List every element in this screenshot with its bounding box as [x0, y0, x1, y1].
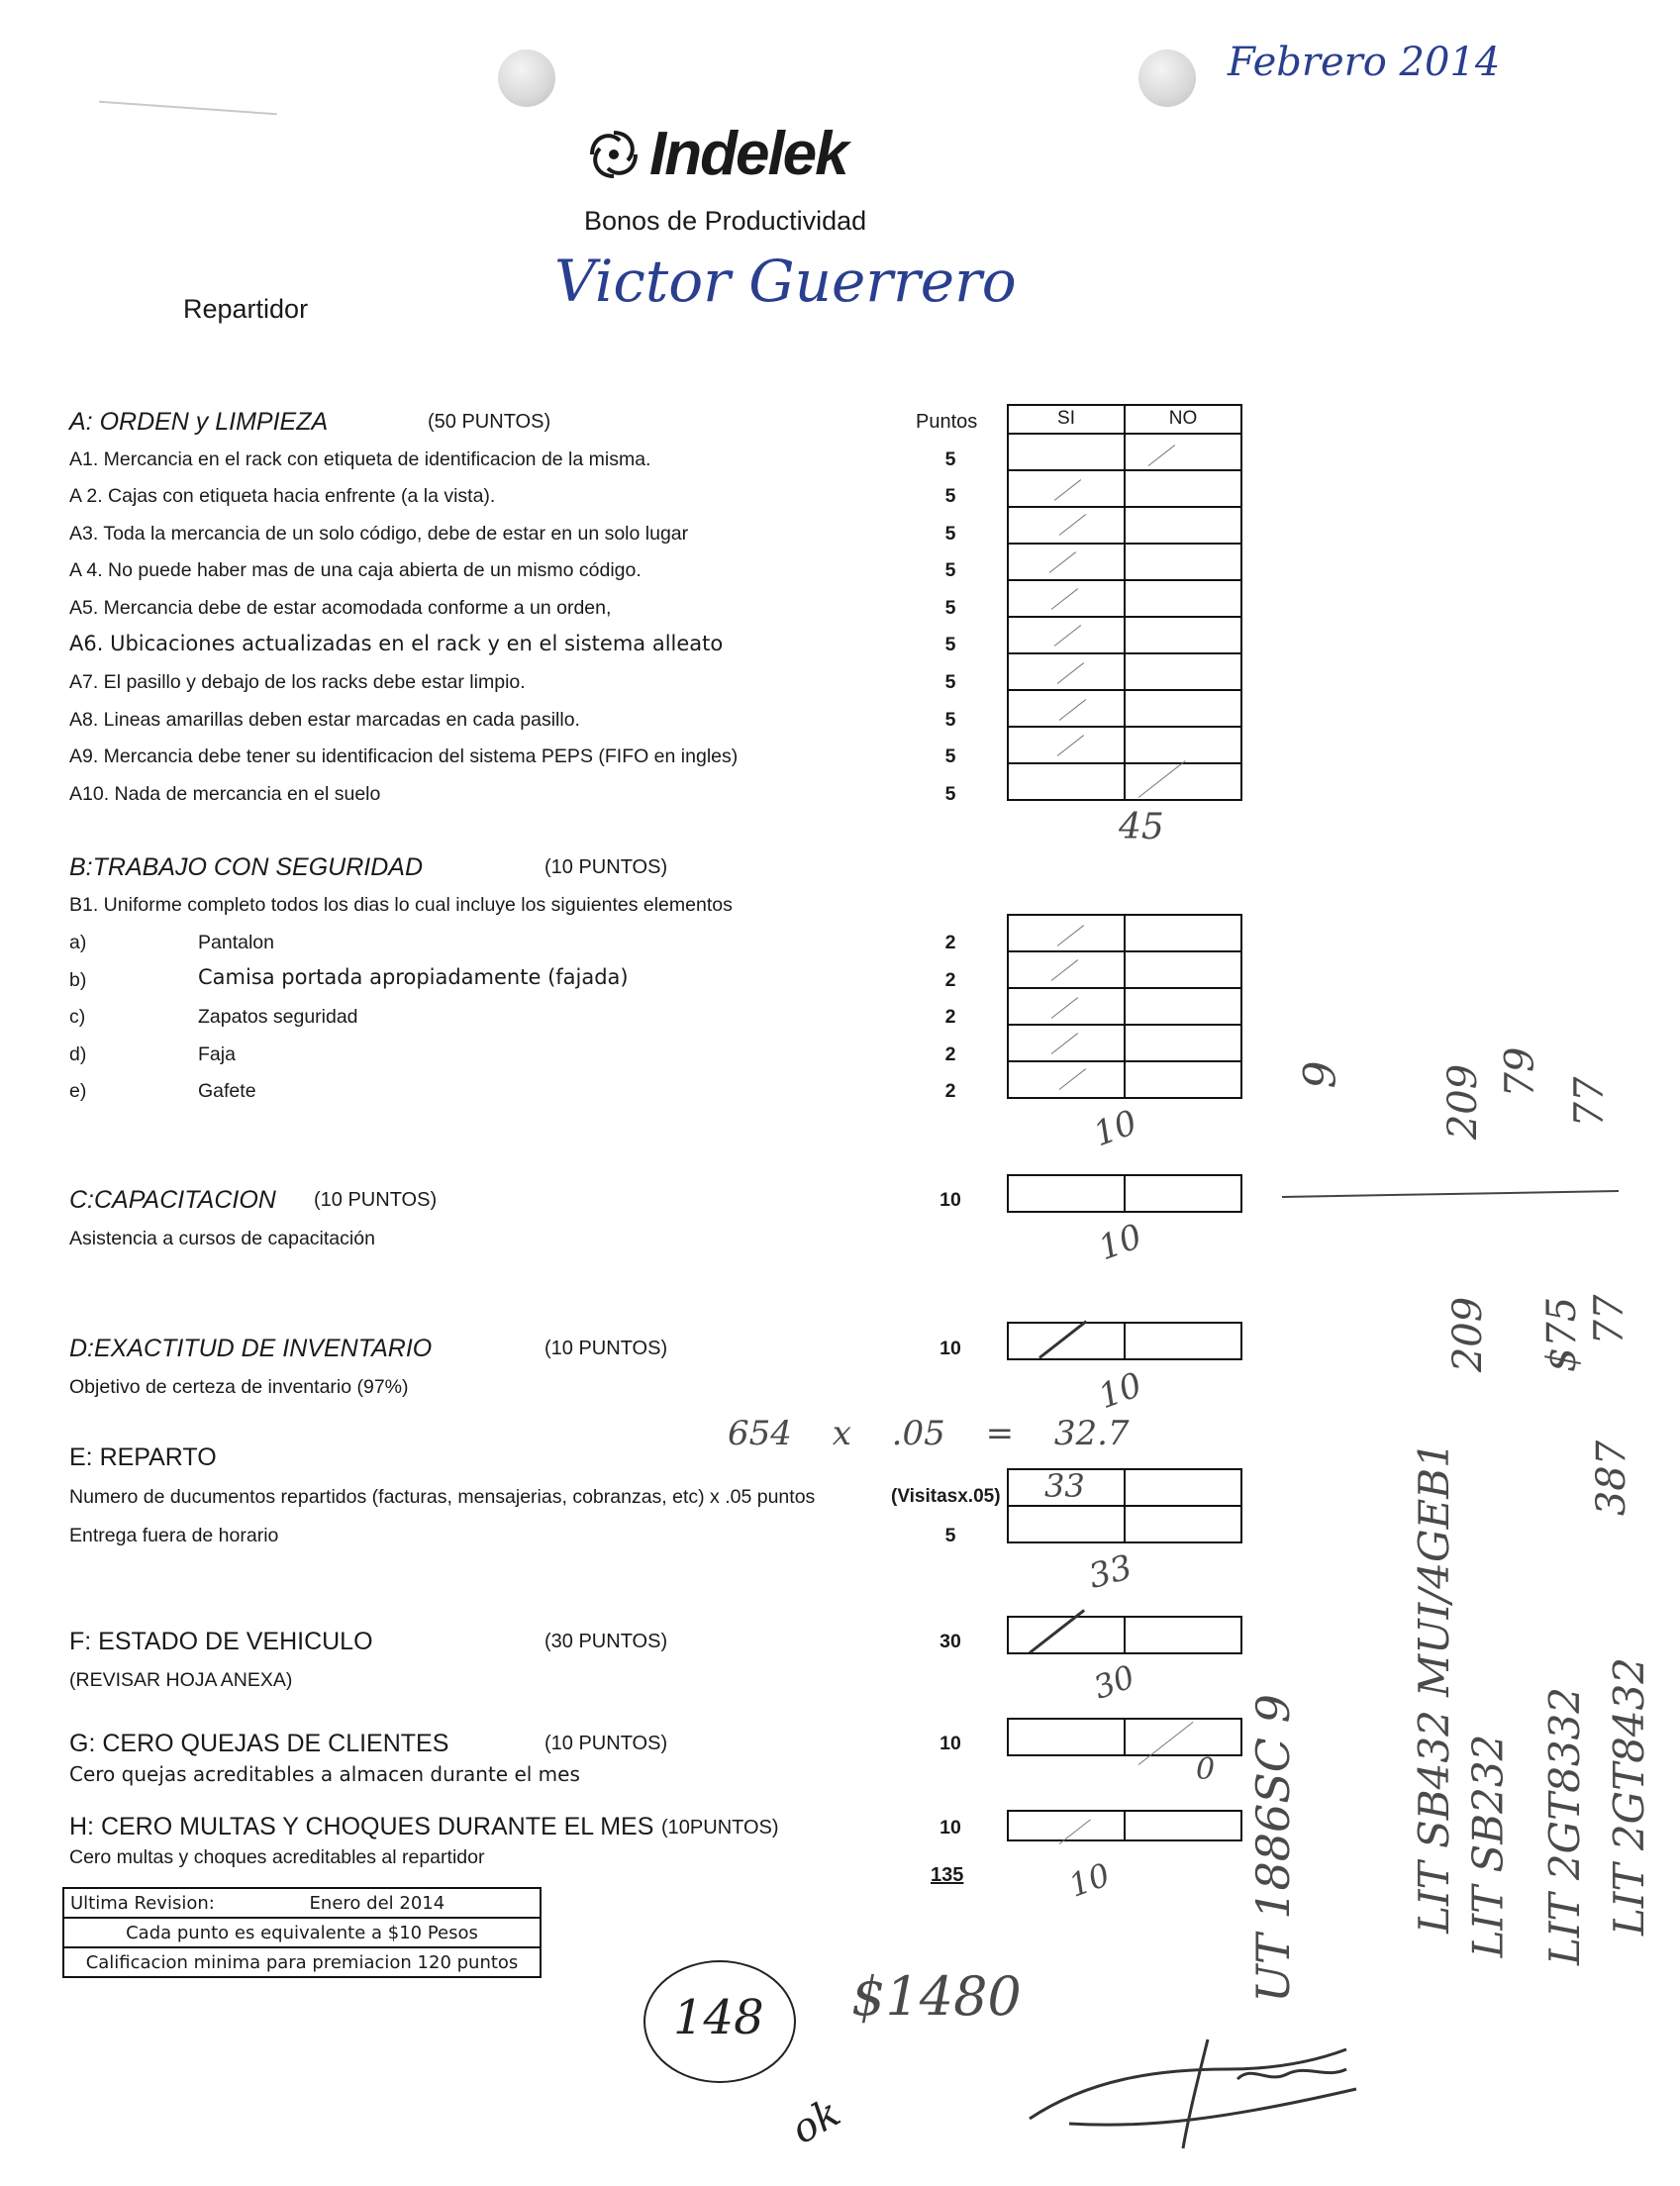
points-b-d: 2 [944, 1043, 956, 1065]
yes-cell [1007, 433, 1126, 471]
brand-swirl-icon [584, 125, 643, 184]
no-cell [1124, 543, 1242, 581]
points-f: 30 [939, 1631, 961, 1652]
section-g-points-note: (10 PUNTOS) [544, 1733, 668, 1754]
item-a6: A6. Ubicaciones actualizadas en el rack y en el sistema alleato [69, 632, 724, 655]
punch-hole-left [498, 50, 555, 107]
section-f-points-note: (30 PUNTOS) [544, 1631, 668, 1652]
margin-calc-b-3: 77 [1586, 1294, 1632, 1345]
no-cell [1124, 950, 1242, 989]
section-e-title: E: REPARTO [69, 1443, 217, 1471]
role-label: Repartidor [183, 294, 309, 324]
section-d-title: D:EXACTITUD DE INVENTARIO [69, 1335, 433, 1362]
no-cell [1124, 1616, 1242, 1654]
item-b-e: Gafete [198, 1080, 256, 1102]
no-cell [1124, 616, 1242, 654]
section-b-handwritten-total: 10 [1088, 1102, 1142, 1155]
no-cell [1124, 1468, 1242, 1507]
points-a4: 5 [944, 559, 956, 581]
margin-calc-b-1: 209 [1445, 1296, 1492, 1373]
points-a9: 5 [944, 745, 956, 767]
section-f-desc: (REVISAR HOJA ANEXA) [69, 1669, 293, 1691]
yes-cell [1007, 726, 1126, 764]
no-cell [1124, 1322, 1242, 1360]
no-cell [1124, 1024, 1242, 1062]
section-c-points-note: (10 PUNTOS) [314, 1189, 438, 1211]
no-cell [1124, 689, 1242, 728]
section-b-intro: B1. Uniforme completo todos los dias lo cual incluye los siguientes elementos [69, 894, 733, 916]
yes-cell [1007, 1174, 1126, 1213]
margin-code-5: LIT 2GT8432 [1605, 1656, 1654, 1937]
footer-note-1: Cada punto es equivalente a $10 Pesos [63, 1918, 541, 1947]
points-b-a: 2 [944, 932, 956, 953]
footer-table [62, 1887, 542, 1978]
points-b-e: 2 [944, 1080, 956, 1102]
section-a-points-note: (50 PUNTOS) [428, 411, 551, 433]
section-g-handwritten-total: 0 [1196, 1752, 1216, 1787]
no-column-header: NO [1168, 408, 1198, 429]
footer-revision-cell [63, 1888, 541, 1918]
section-f-title: F: ESTADO DE VEHICULO [69, 1628, 373, 1655]
section-e-handwritten-total: 33 [1084, 1547, 1136, 1597]
final-score-handwritten: 148 [673, 1990, 764, 2045]
section-e-value-handwritten: 33 [1044, 1467, 1085, 1505]
brand-wordmark: Indelek [649, 120, 847, 188]
item-a3: A3. Toda la mercancia de un solo código, debe de estar en un solo lugar [69, 523, 689, 545]
points-b-b: 2 [944, 969, 956, 991]
section-g-desc: Cero quejas acreditables a almacen durante el mes [69, 1762, 580, 1786]
yes-cell [1007, 1505, 1126, 1543]
yes-cell [1007, 1060, 1126, 1099]
yes-cell [1007, 652, 1126, 691]
points-column-header: Puntos [916, 411, 978, 433]
no-cell [1124, 914, 1242, 952]
section-h-desc: Cero multas y choques acreditables al repartidor [69, 1846, 485, 1868]
no-cell [1124, 469, 1242, 508]
points-a5: 5 [944, 597, 956, 619]
no-cell [1124, 987, 1242, 1026]
section-d-points-note: (10 PUNTOS) [544, 1338, 668, 1359]
no-cell [1124, 1174, 1242, 1213]
points-e1: (Visitasx.05) [891, 1486, 1001, 1507]
points-a3: 5 [944, 523, 956, 545]
margin-code-2: LIT SB432 MUI/4GEB1 [1409, 1441, 1458, 1934]
revision-date: Enero del 2014 [309, 1892, 445, 1914]
section-c-desc: Asistencia a cursos de capacitación [69, 1228, 375, 1249]
points-a8: 5 [944, 709, 956, 731]
section-a-handwritten-total: 45 [1119, 807, 1164, 847]
item-b-d: Faja [198, 1043, 236, 1065]
margin-code-3: LIT SB232 [1463, 1734, 1513, 1958]
section-a-title: A: ORDEN y LIMPIEZA [69, 408, 329, 436]
punch-hole-right [1138, 50, 1196, 107]
yes-cell [1007, 543, 1126, 581]
points-a7: 5 [944, 671, 956, 693]
margin-calc-a-3: 79 [1497, 1046, 1543, 1098]
points-a6: 5 [944, 634, 956, 655]
no-cell [1124, 652, 1242, 691]
section-f-handwritten-total: 30 [1088, 1657, 1139, 1707]
margin-calc-a-2: 209 [1440, 1063, 1487, 1141]
scan-smudge [99, 101, 277, 116]
section-d-desc: Objetivo de certeza de inventario (97%) [69, 1376, 409, 1398]
item-a5: A5. Mercancia debe de estar acomodada conforme a un orden, [69, 597, 612, 619]
no-cell [1124, 1060, 1242, 1099]
month-year-handwritten: Febrero 2014 [1228, 40, 1501, 85]
item-a1: A1. Mercancia en el rack con etiqueta de identificacion de la misma. [69, 448, 651, 470]
item-b-letter-c: c) [69, 1006, 86, 1028]
section-h-points-note: (10PUNTOS) [661, 1817, 779, 1838]
total-points: 135 [931, 1864, 964, 1886]
item-b-letter-b: b) [69, 969, 87, 991]
margin-code-1: UT 1886SC 9 [1245, 1694, 1300, 2003]
section-e-desc1: Numero de ducumentos repartidos (facturas, mensajerias, cobranzas, etc) x .05 puntos [69, 1486, 816, 1508]
section-c-title: C:CAPACITACION [69, 1186, 276, 1214]
section-h-title: H: CERO MULTAS Y CHOQUES DURANTE EL MES [69, 1813, 654, 1840]
section-b-title: B:TRABAJO CON SEGURIDAD [69, 853, 423, 881]
item-b-letter-a: a) [69, 932, 87, 953]
item-a9: A9. Mercancia debe tener su identificacion del sistema PEPS (FIFO en ingles) [69, 745, 739, 767]
page-title: Bonos de Productividad [584, 206, 867, 236]
item-b-b: Camisa portada apropiadamente (fajada) [198, 965, 629, 989]
no-cell [1124, 1718, 1242, 1756]
item-a10: A10. Nada de mercancia en el suelo [69, 783, 381, 805]
points-c: 10 [939, 1189, 961, 1211]
item-b-letter-e: e) [69, 1080, 87, 1102]
ok-handwritten: ok [783, 2089, 848, 2154]
points-d: 10 [939, 1338, 961, 1359]
points-a2: 5 [944, 485, 956, 507]
margin-calc-a-4: 77 [1566, 1076, 1613, 1128]
section-c-handwritten-total: 10 [1093, 1216, 1147, 1269]
section-d-handwritten-total: 10 [1093, 1364, 1147, 1418]
yes-cell [1007, 1322, 1126, 1360]
margin-code-4: LIT 2GT8332 [1540, 1686, 1590, 1966]
section-g-title: G: CERO QUEJAS DE CLIENTES [69, 1730, 449, 1757]
item-a4: A 4. No puede haber mas de una caja abierta de un mismo código. [69, 559, 642, 581]
section-b-points-note: (10 PUNTOS) [544, 856, 668, 878]
margin-divider-line [1282, 1190, 1619, 1198]
yes-cell [1007, 914, 1126, 952]
employee-name-handwritten: Victor Guerrero [554, 248, 1017, 315]
points-h: 10 [939, 1817, 961, 1838]
item-a7: A7. El pasillo y debajo de los racks debe estar limpio. [69, 671, 526, 693]
no-cell [1124, 506, 1242, 545]
item-b-letter-d: d) [69, 1043, 87, 1065]
section-e-calc-handwritten: 654 x .05 = 32.7 [728, 1414, 1130, 1453]
margin-calc-b-2: $75 [1539, 1296, 1586, 1373]
points-a10: 5 [944, 783, 956, 805]
points-e2: 5 [944, 1525, 956, 1546]
margin-calc-a-1: 9 [1295, 1060, 1346, 1089]
yes-cell [1007, 762, 1126, 801]
yes-cell [1007, 950, 1126, 989]
no-cell [1124, 1505, 1242, 1543]
yes-cell [1007, 469, 1126, 508]
yes-cell [1007, 1718, 1126, 1756]
no-cell [1124, 1810, 1242, 1841]
item-b-c: Zapatos seguridad [198, 1006, 358, 1028]
item-a8: A8. Lineas amarillas deben estar marcadas en cada pasillo. [69, 709, 580, 731]
no-cell [1124, 726, 1242, 764]
item-a2: A 2. Cajas con etiqueta hacia enfrente (a la vista). [69, 485, 496, 507]
no-cell [1124, 579, 1242, 618]
section-e-desc2: Entrega fuera de horario [69, 1525, 279, 1546]
points-g: 10 [939, 1733, 961, 1754]
points-a1: 5 [944, 448, 956, 470]
yes-cell [1007, 1024, 1126, 1062]
yes-cell [1007, 506, 1126, 545]
item-b-a: Pantalon [198, 932, 274, 953]
signature [1010, 2010, 1406, 2158]
yes-column-header: SI [1057, 408, 1075, 429]
no-cell [1124, 433, 1242, 471]
yes-cell [1007, 579, 1126, 618]
margin-calc-b-4: 387 [1589, 1440, 1635, 1517]
revision-label: Ultima Revision: [70, 1892, 215, 1914]
points-b-c: 2 [944, 1006, 956, 1028]
yes-cell [1007, 689, 1126, 728]
section-h-handwritten-total: 10 [1063, 1855, 1115, 1905]
footer-note-2: Calificacion minima para premiacion 120 puntos [63, 1947, 541, 1977]
amount-handwritten: $1480 [851, 1965, 1022, 2028]
